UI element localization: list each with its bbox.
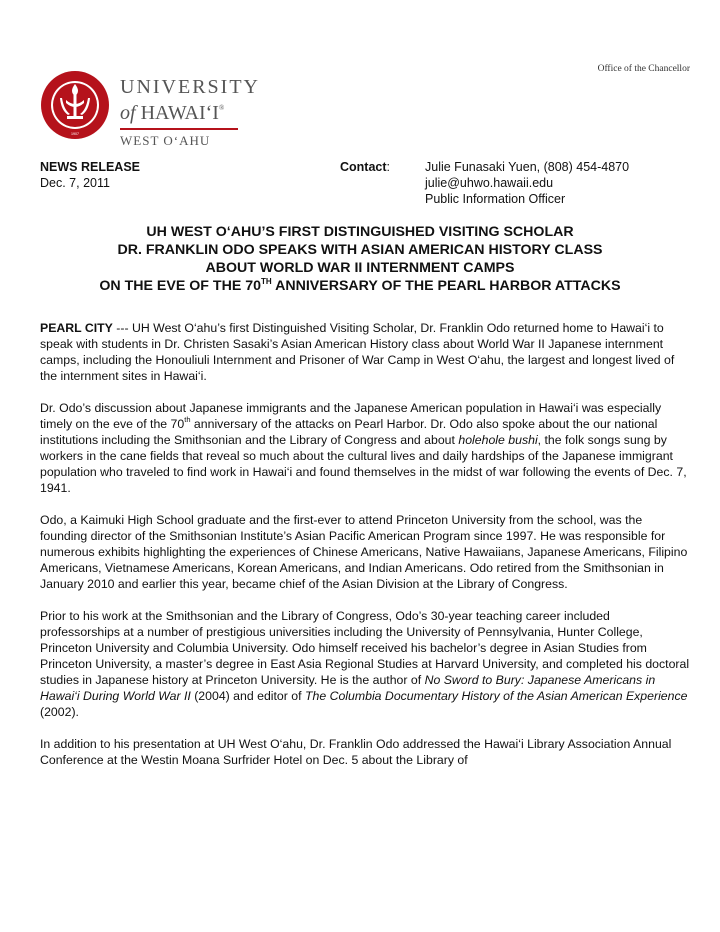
paragraph-2-superscript: th [184,415,191,424]
wordmark [120,76,260,149]
book-title-1: No Sword to Bury: Japanese Americans in Hawai‘i During World War II [40,673,656,703]
paragraph-3: Odo, a Kaimuki High School graduate and the first-ever to attend Princeton University from the school, was the founding director of the Smithsonian Institute’s Asian Pacific American Program since 1997. He was responsible for numerous exhibits highlighting the experiences of Chinese Americans, Native Hawaiians, Japanese Americans, Filipino Americans, Vietnamese Americans, Korean Americans, and Indian Americans. Odo retired from the Smithsonian in January 2010 and earlier this year, became chief of the Asian Division at the Library of Congress. [40,513,688,591]
headline-line-3: ABOUT WORLD WAR II INTERNMENT CAMPS [205,260,515,276]
headline-line-4 [20,277,700,295]
university-logo [40,70,260,148]
contact-label-text: Contact [340,160,387,174]
paragraph-4-a: Prior to his work at the Smithsonian and the Library of Congress, Odo’s 30-year teaching career included professorships at a number of prestigious universities including the University of Pennsylvania, Hunter College, Princeton University and Columbia University. Odo himself received his bachelor’s degree in Asian Studies from Princeton University, a master’s degree in East Asia Regional Studies at Harvard University, and completed his doctoral studies in Japanese history at Princeton University. He is the author of [40,609,690,687]
wordmark-university: UNIVERSITY [120,76,260,98]
paragraph-1-text: --- UH West O‘ahu’s first Distinguished Visiting Scholar, Dr. Franklin Odo returned home to Hawai‘i to speak with students in Dr. Christen Sasaki’s Asian American History class about World War II Japanese internment camps, including the Honouliuli Internment and Prisoner of War Camp in West O‘ahu, the largest and longest lived of the internment sites in Hawai‘i. [40,321,675,383]
article-body [40,320,690,784]
paragraph-2-b: anniversary of the attacks on Pearl Harbor. Dr. Odo also spoke about the our national institutions including the Smithsonian and the Library of Congress and about [40,417,658,447]
contact-label [340,159,390,175]
wordmark-divider [120,128,238,130]
paragraph-4 [40,608,690,720]
headline-superscript: TH [261,277,272,286]
university-seal-icon [40,70,110,140]
wordmark-of: of [120,102,136,124]
headline [20,223,700,295]
contact-email[interactable]: julie@uhwo.hawaii.edu [425,176,554,190]
release-date: Dec. 7, 2011 [40,176,110,190]
book-title-2: The Columbia Documentary History of the Asian American Experience [304,689,688,703]
headline-line-4-b: ANNIVERSARY OF THE PEARL HARBOR ATTACKS [271,278,621,294]
headline-line-4-a: ON THE EVE OF THE 70 [99,278,262,294]
seal-year: 1907 [71,132,79,136]
wordmark-hawaii-text: HAWAI‘I [140,102,219,124]
dateline: PEARL CITY [40,321,113,335]
registered-mark: ® [218,104,225,112]
news-release-label: NEWS RELEASE [40,160,141,174]
paragraph-5: In addition to his presentation at UH West O‘ahu, Dr. Franklin Odo addressed the Hawai‘i Library Association Annual Conference at the Westin Moana Surfrider Hotel on Dec. 5 about the Library of [40,737,672,767]
wordmark-west-oahu: WEST O‘AHU [120,132,211,148]
contact-details [425,159,629,207]
office-label: Office of the Chancellor [597,64,690,74]
paragraph-2-a: Dr. Odo’s discussion about Japanese immigrants and the Japanese American population in Hawai‘i was especially timely on the eve of the 70 [40,401,662,431]
wordmark-hawaii [120,98,260,123]
headline-line-1: UH WEST O‘AHU’S FIRST DISTINGUISHED VISITING SCHOLAR [146,224,574,240]
contact-title: Public Information Officer [425,192,566,206]
release-info [40,159,140,191]
paragraph-1 [40,320,690,384]
headline-line-2: DR. FRANKLIN ODO SPEAKS WITH ASIAN AMERICAN HISTORY CLASS [117,242,603,258]
paragraph-4-b: (2004) and editor of [190,689,305,703]
contact-name: Julie Funasaki Yuen, (808) 454-4870 [425,160,630,174]
paragraph-2 [40,400,690,496]
paragraph-2-italic: holehole bushi [458,433,538,447]
paragraph-2-c: , the folk songs sung by workers in the cane fields that reveal so much about the cultural lives and daily hardships of the Japanese immigrant population who traveled to find work in Hawai‘i and found themselves in the midst of war following the events of Dec. 7, 1941. [40,433,687,495]
paragraph-4-c: (2002). [40,705,79,719]
contact-colon: : [386,160,391,174]
